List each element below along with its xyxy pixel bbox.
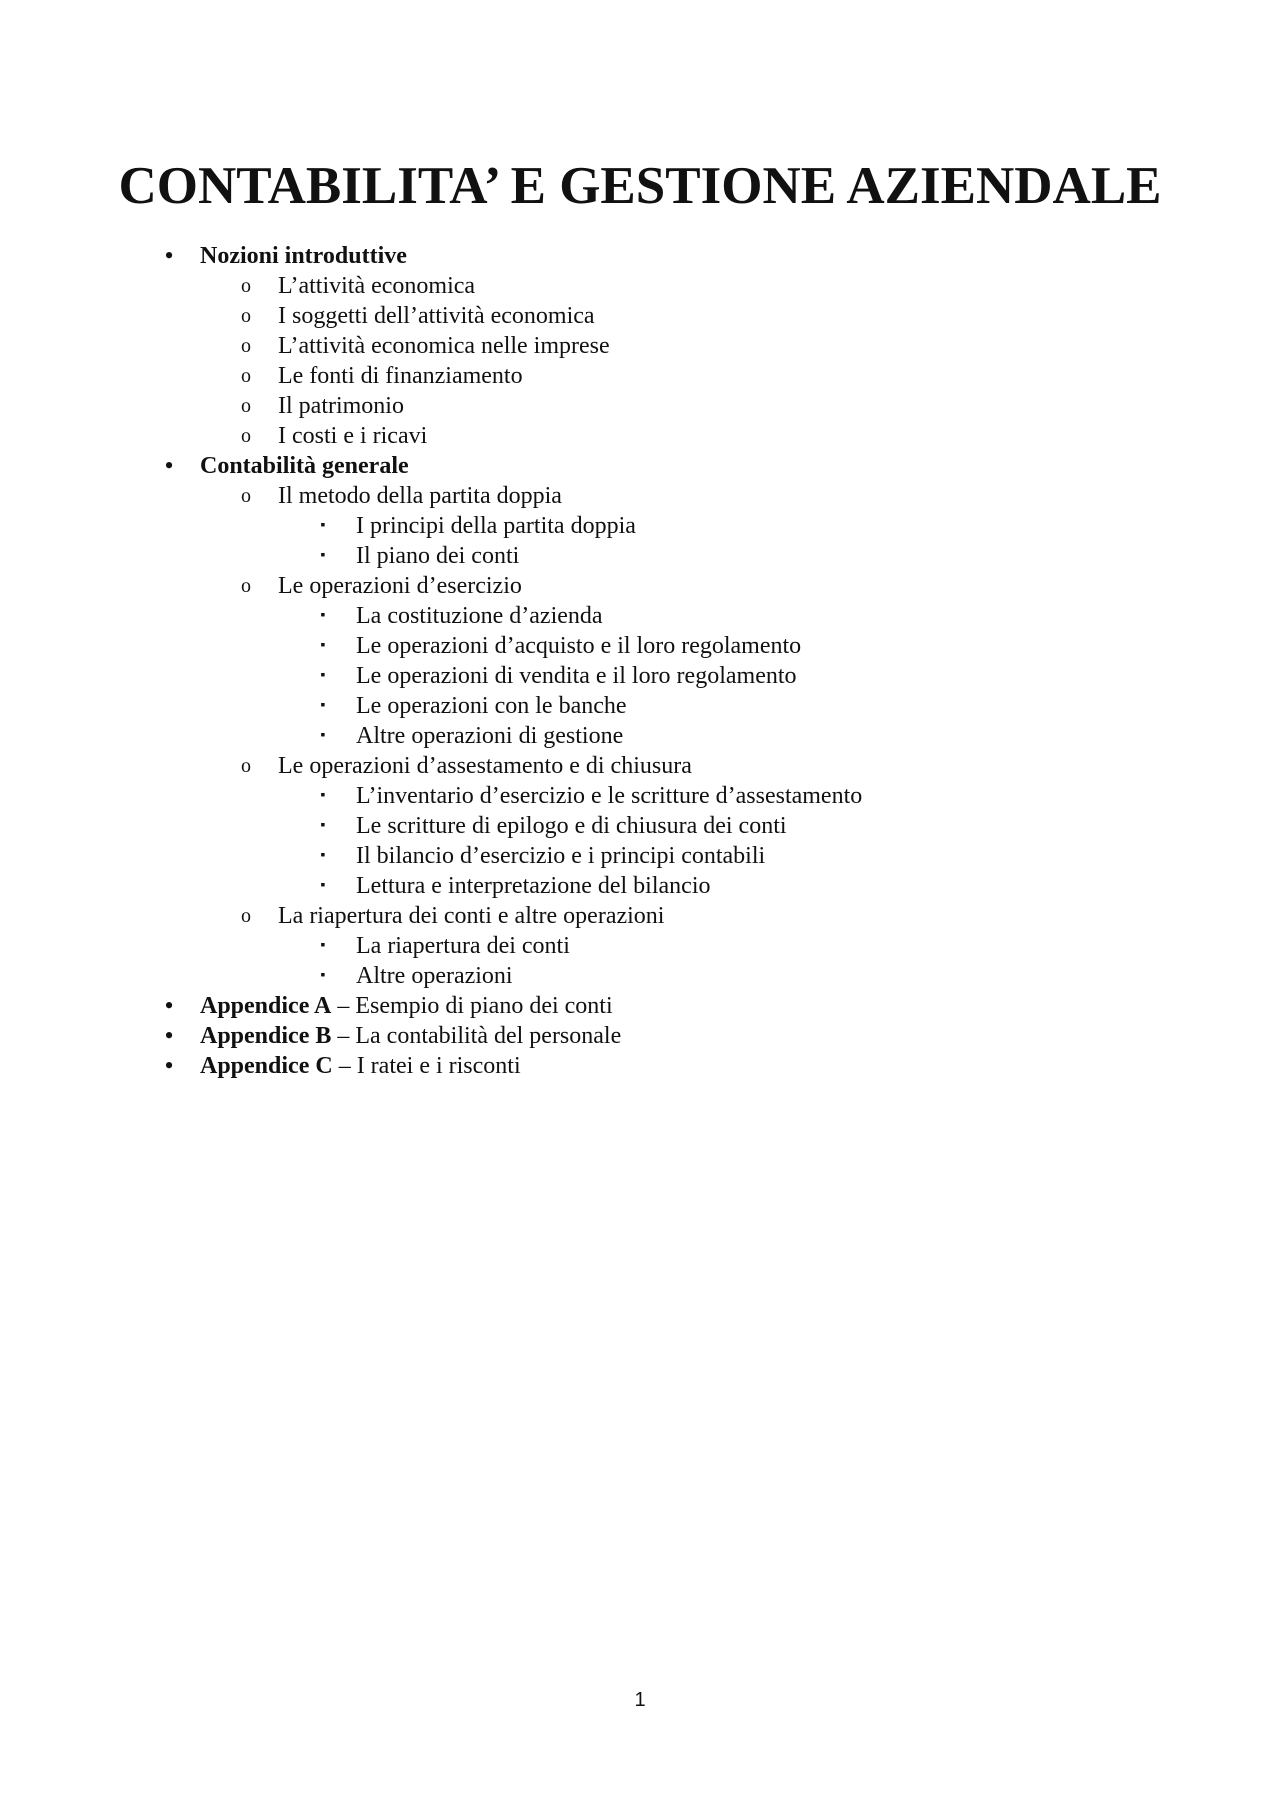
- toc-item-label: Le fonti di finanziamento: [278, 363, 523, 389]
- bullet-disc: •: [164, 1021, 174, 1050]
- toc-subitem: [0, 931, 1280, 961]
- toc-section: [0, 901, 1280, 931]
- bullet-circle: o: [241, 335, 251, 357]
- bullet-square: ▪: [320, 698, 326, 713]
- toc-subitem: [0, 541, 1280, 571]
- toc-section-label: Le operazioni d’esercizio: [278, 573, 522, 599]
- appendix-label: Appendice C: [200, 1053, 333, 1079]
- toc-subitem-label: Altre operazioni: [356, 963, 513, 989]
- toc-subitem-label: Le scritture di epilogo e di chiusura dei conti: [356, 813, 787, 839]
- bullet-circle: o: [241, 305, 251, 327]
- toc-subitem: [0, 871, 1280, 901]
- toc-subitem-label: Le operazioni di vendita e il loro regolamento: [356, 663, 797, 689]
- toc-subitem: [0, 691, 1280, 721]
- appendix-label: Appendice B: [200, 1023, 332, 1049]
- toc-subitem: [0, 631, 1280, 661]
- toc-item-label: Il patrimonio: [278, 393, 404, 419]
- toc-appendix-line: [200, 1021, 621, 1051]
- toc-item: [0, 301, 1280, 331]
- bullet-disc: •: [164, 1051, 174, 1080]
- page-number: 1: [634, 1689, 646, 1711]
- bullet-square: ▪: [320, 608, 326, 623]
- toc-appendix-c: [0, 1051, 1280, 1081]
- bullet-circle: o: [241, 575, 251, 597]
- toc-item: [0, 391, 1280, 421]
- appendix-text: – Esempio di piano dei conti: [331, 993, 613, 1019]
- toc-section: [0, 571, 1280, 601]
- toc-heading-contabilita: [0, 451, 1280, 481]
- toc-appendix-b: [0, 1021, 1280, 1051]
- toc-item-label: I soggetti dell’attività economica: [278, 303, 595, 329]
- toc-subitem: [0, 661, 1280, 691]
- toc-subitem-label: La costituzione d’azienda: [356, 603, 603, 629]
- appendix-text: – I ratei e i risconti: [332, 1053, 521, 1079]
- toc-subitem-label: Le operazioni con le banche: [356, 693, 627, 719]
- toc-subitem-label: I principi della partita doppia: [356, 513, 636, 539]
- appendix-text: – La contabilità del personale: [331, 1023, 622, 1049]
- bullet-square: ▪: [320, 968, 326, 983]
- toc-subitem-label: Il bilancio d’esercizio e i principi contabili: [356, 843, 766, 869]
- toc-subitem: [0, 601, 1280, 631]
- bullet-square: ▪: [320, 548, 326, 563]
- bullet-square: ▪: [320, 818, 326, 833]
- toc-subitem: [0, 511, 1280, 541]
- toc-appendix-line: [200, 1051, 521, 1081]
- bullet-circle: o: [241, 365, 251, 387]
- toc-subitem-label: Altre operazioni di gestione: [356, 723, 624, 749]
- bullet-square: ▪: [320, 638, 326, 653]
- toc-heading-label: Nozioni introduttive: [200, 243, 407, 269]
- toc-item: [0, 361, 1280, 391]
- toc-section: [0, 751, 1280, 781]
- toc-subitem: [0, 841, 1280, 871]
- toc-heading-label: Contabilità generale: [200, 453, 409, 479]
- toc-item: [0, 331, 1280, 361]
- bullet-circle: o: [241, 395, 251, 417]
- bullet-square: ▪: [320, 848, 326, 863]
- toc-subitem-label: L’inventario d’esercizio e le scritture d’assestamento: [356, 783, 863, 809]
- toc-section-label: Le operazioni d’assestamento e di chiusura: [278, 753, 692, 779]
- bullet-square: ▪: [320, 938, 326, 953]
- bullet-circle: o: [241, 485, 251, 507]
- bullet-disc: •: [164, 241, 174, 270]
- bullet-square: ▪: [320, 878, 326, 893]
- appendix-label: Appendice A: [200, 993, 332, 1019]
- bullet-square: ▪: [320, 788, 326, 803]
- toc-section-label: La riapertura dei conti e altre operazioni: [278, 903, 665, 929]
- toc-item-label: I costi e i ricavi: [278, 423, 428, 449]
- bullet-circle: o: [241, 425, 251, 447]
- toc-subitem: [0, 781, 1280, 811]
- bullet-square: ▪: [320, 668, 326, 683]
- table-of-contents: [0, 241, 1280, 1081]
- toc-section: [0, 481, 1280, 511]
- bullet-square: ▪: [320, 518, 326, 533]
- toc-subitem: [0, 811, 1280, 841]
- toc-section-label: Il metodo della partita doppia: [278, 483, 562, 509]
- toc-subitem-label: Le operazioni d’acquisto e il loro regolamento: [356, 633, 802, 659]
- bullet-circle: o: [241, 755, 251, 777]
- bullet-circle: o: [241, 275, 251, 297]
- bullet-disc: •: [164, 991, 174, 1020]
- toc-appendix-line: [200, 991, 613, 1021]
- bullet-square: ▪: [320, 728, 326, 743]
- page-title: CONTABILITA’ E GESTIONE AZIENDALE: [118, 157, 1162, 215]
- toc-subitem-label: Lettura e interpretazione del bilancio: [356, 873, 711, 899]
- bullet-disc: •: [164, 451, 174, 480]
- toc-item: [0, 271, 1280, 301]
- toc-item-label: L’attività economica nelle imprese: [278, 333, 610, 359]
- bullet-circle: o: [241, 905, 251, 927]
- toc-item: [0, 421, 1280, 451]
- toc-subitem: [0, 961, 1280, 991]
- toc-heading-nozioni: [0, 241, 1280, 271]
- toc-subitem-label: La riapertura dei conti: [356, 933, 570, 959]
- toc-item-label: L’attività economica: [278, 273, 476, 299]
- toc-subitem-label: Il piano dei conti: [356, 543, 520, 569]
- toc-subitem: [0, 721, 1280, 751]
- toc-appendix-a: [0, 991, 1280, 1021]
